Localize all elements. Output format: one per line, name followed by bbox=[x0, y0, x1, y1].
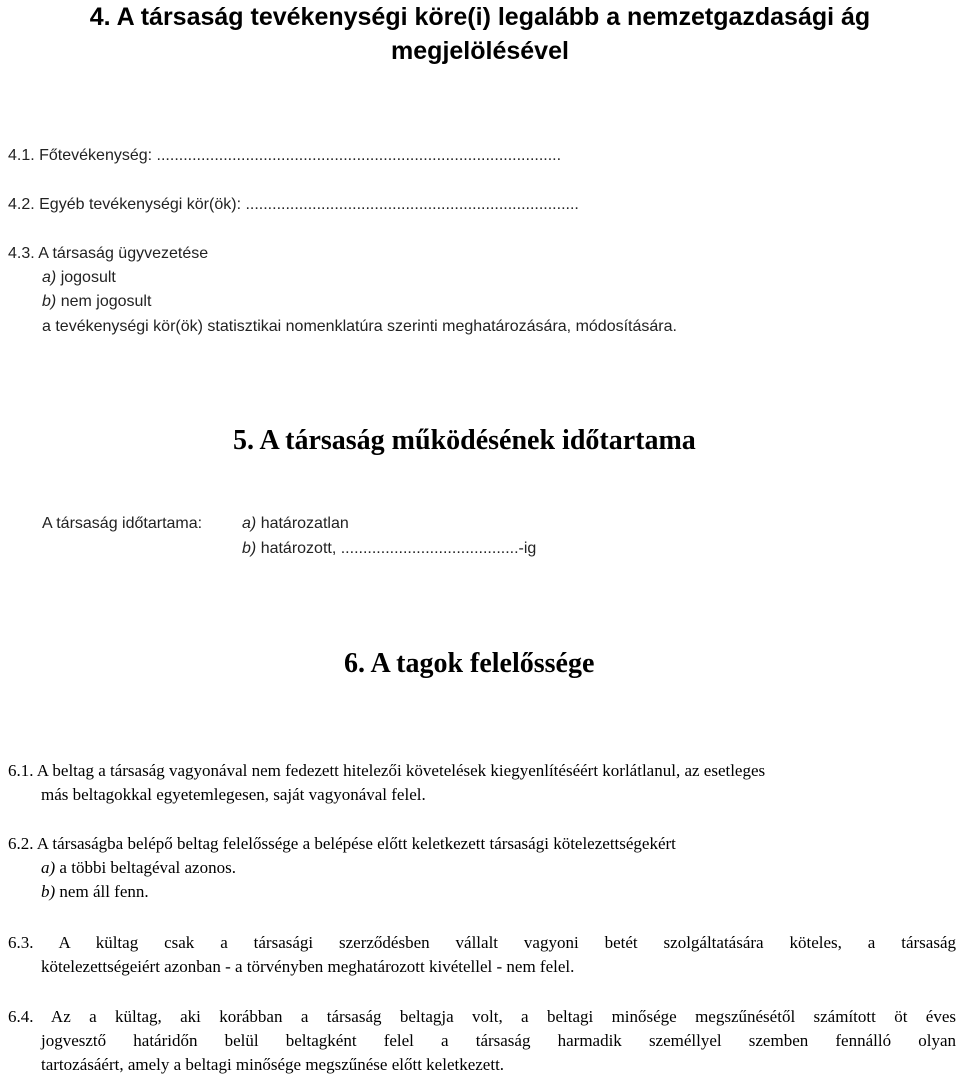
item-4-3-heading: 4.3. A társaság ügyvezetése bbox=[8, 245, 209, 262]
paragraph-6-3 bbox=[8, 931, 956, 979]
paragraph-line: 6.1. A beltag a társaság vagyonával nem fedezett hitelezői követelések kiegyenlítéséért korlátlanul, az esetleges bbox=[8, 761, 766, 780]
item-4-3-option-b bbox=[42, 293, 151, 311]
section-4-title: 4. A társaság tevékenységi köre(i) legalább a nemzetgazdasági ág megjelölésével bbox=[89, 3, 871, 65]
duration-option-a bbox=[242, 515, 349, 533]
option-mark: a) bbox=[42, 269, 57, 286]
duration-option-b bbox=[242, 540, 536, 558]
paragraph-line: 6.3. A kültag csak a társasági szerződésben vállalt vagyoni betét szolgáltatására köteles, a társaság bbox=[8, 933, 956, 952]
option-text: nem áll fenn. bbox=[59, 882, 149, 901]
paragraph-option-a bbox=[8, 856, 956, 880]
option-text: határozatlan bbox=[260, 515, 349, 532]
section-5-title: 5. A társaság működésének időtartama bbox=[233, 425, 696, 456]
paragraph-6-1 bbox=[8, 759, 956, 807]
option-mark: a) bbox=[242, 515, 257, 532]
item-4-3-option-a bbox=[42, 269, 116, 287]
item-4-3-tail: a tevékenységi kör(ök) statisztikai nomenklatúra szerinti meghatározására, módosítására. bbox=[42, 318, 677, 335]
paragraph-line: tartozásáért, amely a beltagi minősége megszűnése előtt keletkezett. bbox=[41, 1055, 505, 1074]
paragraph-line: más beltagokkal egyetemlegesen, saját vagyonával felel. bbox=[41, 785, 426, 804]
paragraph-6-4 bbox=[8, 1005, 956, 1077]
paragraph-line: 6.2. A társaságba belépő beltag felelőssége a belépése előtt keletkezett társasági kötelezettségekért bbox=[8, 834, 676, 853]
paragraph-line: kötelezettségeiért azonban - a törvényben meghatározott kivétellel - nem felel. bbox=[41, 957, 575, 976]
option-mark: b) bbox=[242, 540, 257, 557]
option-text: határozott, ........................................-ig bbox=[260, 540, 537, 557]
option-text: a többi beltagéval azonos. bbox=[59, 858, 236, 877]
paragraph-line: jogvesztő határidőn belül beltagként felel a társaság harmadik személlyel szemben fennálló olyan bbox=[41, 1031, 956, 1050]
paragraph-6-2 bbox=[8, 832, 956, 904]
item-4-2: 4.2. Egyéb tevékenységi kör(ök): ........................................................................... bbox=[8, 196, 579, 213]
option-text: nem jogosult bbox=[60, 293, 152, 310]
item-4-1: 4.1. Főtevékenység: ........................................................................................... bbox=[8, 147, 562, 164]
option-mark: b) bbox=[42, 293, 57, 310]
paragraph-line: 6.4. Az a kültag, aki korábban a társaság beltagja volt, a beltagi minősége megszűnésétől számított öt éves bbox=[8, 1007, 956, 1026]
section-6-title: 6. A tagok felelőssége bbox=[344, 648, 595, 679]
option-mark: b) bbox=[41, 882, 56, 901]
option-text: jogosult bbox=[60, 269, 116, 286]
option-mark: a) bbox=[41, 858, 56, 877]
duration-label: A társaság időtartama: bbox=[42, 515, 203, 532]
paragraph-option-b bbox=[8, 880, 956, 904]
